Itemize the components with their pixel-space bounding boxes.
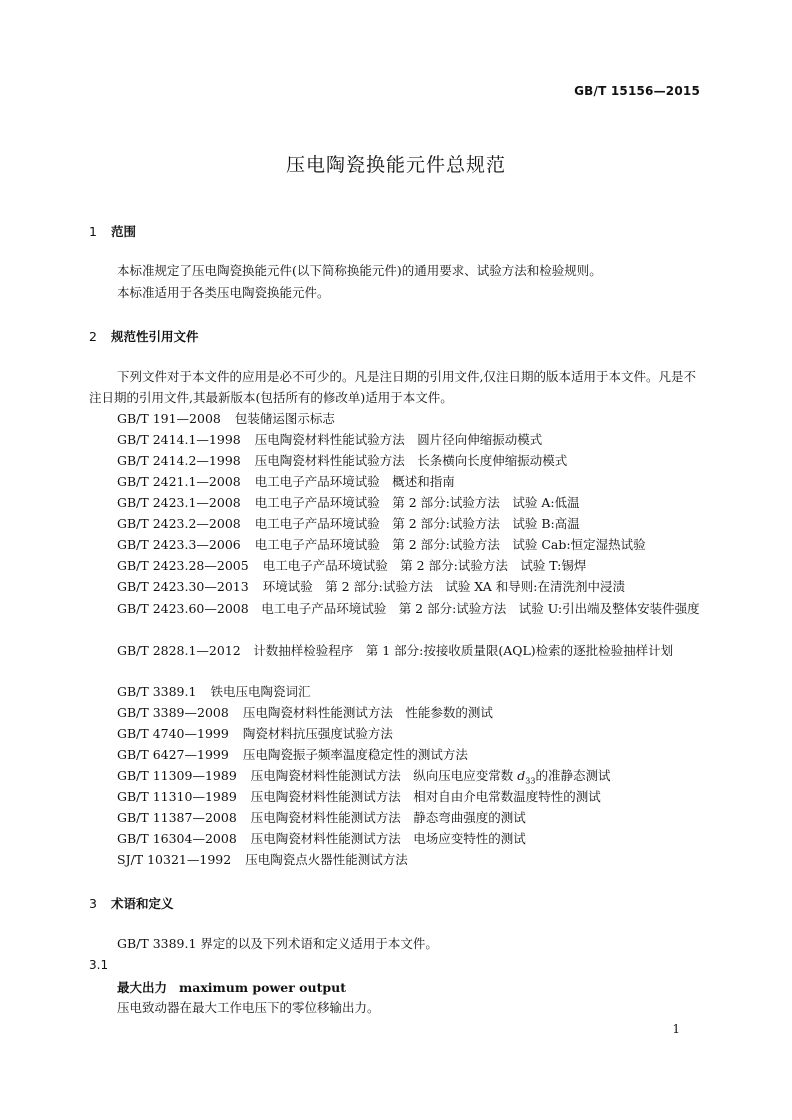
section-heading-terms-definitions <box>89 894 174 912</box>
term-definition: 压电致动器在最大工作电压下的零位移输出力。 <box>117 1000 380 1015</box>
section-number: 3 <box>89 896 97 911</box>
term-entry <box>117 978 346 996</box>
reference-item: GB/T 2423.1—2008 电工电子产品环境试验 第 2 部分:试验方法 试验 A:低温 <box>117 495 580 510</box>
paragraph: 本标准适用于各类压电陶瓷换能元件。 <box>117 285 330 300</box>
term-chinese: 最大出力 <box>117 980 168 995</box>
reference-item: GB/T 11310—1989 压电陶瓷材料性能测试方法 相对自由介电常数温度特性的测试 <box>117 789 601 804</box>
document-title: 压电陶瓷换能元件总规范 <box>285 154 506 176</box>
reference-item: SJ/T 10321—1992 压电陶瓷点火器性能测试方法 <box>117 852 408 867</box>
reference-item: GB/T 2421.1—2008 电工电子产品环境试验 概述和指南 <box>117 474 455 489</box>
reference-item: GB/T 2423.28—2005 电工电子产品环境试验 第 2 部分:试验方法 试验 T:锡焊 <box>117 558 587 573</box>
section-number: 2 <box>89 329 97 344</box>
reference-item: GB/T 191—2008 包装储运图示标志 <box>117 411 335 426</box>
section-heading-scope <box>89 222 136 240</box>
page-number: 1 <box>672 1022 680 1036</box>
section-title: 范围 <box>111 224 137 239</box>
paragraph: 本标准规定了压电陶瓷换能元件(以下简称换能元件)的通用要求、试验方法和检验规则。 <box>117 263 602 278</box>
term-english: maximum power output <box>179 980 346 995</box>
reference-item: GB/T 2423.3—2006 电工电子产品环境试验 第 2 部分:试验方法 试验 Cab:恒定湿热试验 <box>117 537 646 552</box>
standard-number: GB/T 15156—2015 <box>574 84 700 98</box>
section-title: 规范性引用文件 <box>111 329 199 344</box>
term-number: 3.1 <box>89 958 109 972</box>
section-heading-normative-references <box>89 327 199 345</box>
paragraph: 下列文件对于本文件的应用是必不可少的。凡是注日期的引用文件,仅注日期的版本适用于本文件。凡是不注日期的引用文件,其最新版本(包括所有的修改单)适用于本文件。 <box>89 369 696 405</box>
reference-item: GB/T 2423.2—2008 电工电子产品环境试验 第 2 部分:试验方法 试验 B:高温 <box>117 516 580 531</box>
section-title: 术语和定义 <box>111 896 174 911</box>
reference-item: GB/T 11309—1989 压电陶瓷材料性能测试方法 纵向压电应变常数 $d_{33}$的准静态测试 <box>117 768 611 786</box>
reference-item: GB/T 3389—2008 压电陶瓷材料性能测试方法 性能参数的测试 <box>117 705 493 720</box>
reference-item: GB/T 2423.30—2013 环境试验 第 2 部分:试验方法 试验 XA 和导则:在清洗剂中浸渍 <box>117 579 625 594</box>
reference-item: GB/T 2828.1—2012 计数抽样检验程序 第 1 部分:按接收质量限(AQL)检索的逐批检验抽样计划 <box>117 643 674 658</box>
reference-item: GB/T 11387—2008 压电陶瓷材料性能测试方法 静态弯曲强度的测试 <box>117 810 526 825</box>
reference-item: GB/T 2423.60—2008 电工电子产品环境试验 第 2 部分:试验方法 试验 U:引出端及整体安装件强度 <box>117 601 700 616</box>
reference-item: GB/T 6427—1999 压电陶瓷振子频率温度稳定性的测试方法 <box>117 747 468 762</box>
reference-item: GB/T 3389.1 铁电压电陶瓷词汇 <box>117 684 311 699</box>
section-number: 1 <box>89 224 97 239</box>
reference-item: GB/T 2414.1—1998 压电陶瓷材料性能试验方法 圆片径向伸缩振动模式 <box>117 432 543 447</box>
reference-item: GB/T 2414.2—1998 压电陶瓷材料性能试验方法 长条横向长度伸缩振动模式 <box>117 453 568 468</box>
reference-item: GB/T 4740—1999 陶瓷材料抗压强度试验方法 <box>117 726 393 741</box>
paragraph: GB/T 3389.1 界定的以及下列术语和定义适用于本文件。 <box>117 936 438 951</box>
reference-item: GB/T 16304—2008 压电陶瓷材料性能测试方法 电场应变特性的测试 <box>117 831 526 846</box>
